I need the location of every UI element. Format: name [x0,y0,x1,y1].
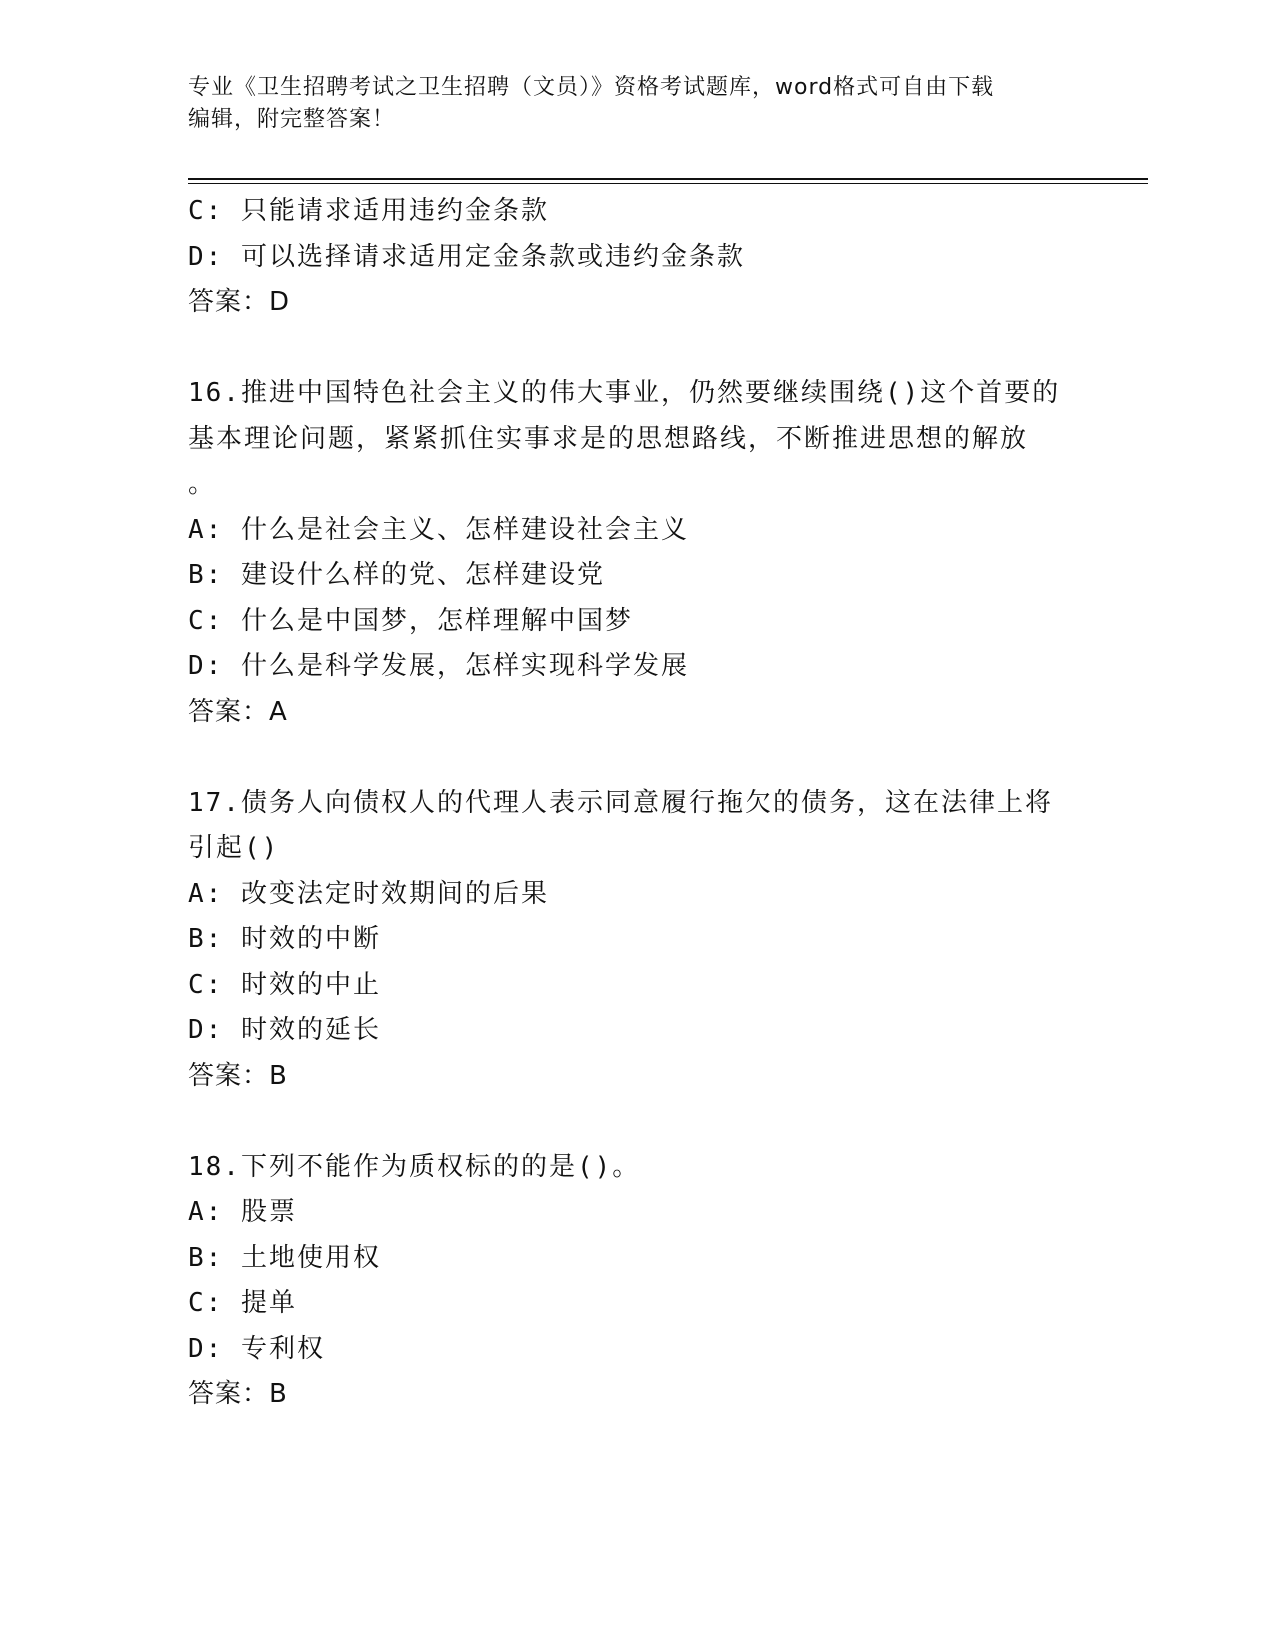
document-header [188,72,1068,136]
question-stem-line: 引起() [188,833,280,863]
option-d: D: 可以选择请求适用定金条款或违约金条款 [188,241,745,272]
question-stem-line: 17.债务人向债权人的代理人表示同意履行拖欠的债务，这在法律上将 [188,787,1053,818]
header-line-1: 专业《卫生招聘考试之卫生招聘（文员）》资格考试题库，word格式可自由下载 [188,75,995,100]
question-stem-line: 16.推进中国特色社会主义的伟大事业，仍然要继续围绕()这个首要的 [188,378,1061,408]
question-stem-line: 。 [188,469,217,499]
option-a: A: 什么是社会主义、怎样建设社会主义 [188,514,689,545]
question-18 [188,1145,1088,1418]
answer-line: 答案：B [188,1379,288,1409]
option-d: D: 什么是科学发展，怎样实现科学发展 [188,651,689,681]
spacer [188,326,1088,372]
header-line-2: 编辑，附完整答案！ [188,107,396,132]
answer-line: 答案：D [188,287,291,317]
option-c: C: 只能请求适用违约金条款 [188,196,549,226]
question-15-tail [188,189,1088,326]
option-d: D: 时效的延长 [188,1015,381,1045]
spacer [188,735,1088,781]
question-17 [188,781,1088,1100]
option-b: B: 土地使用权 [188,1242,381,1273]
question-16 [188,371,1088,735]
option-b: B: 建设什么样的党、怎样建设党 [188,560,605,590]
option-b: B: 时效的中断 [188,924,381,954]
header-rule-thin [188,183,1148,184]
question-stem-line: 基本理论问题，紧紧抓住实事求是的思想路线，不断推进思想的解放 [188,423,1029,454]
option-d: D: 专利权 [188,1333,325,1364]
option-c: C: 什么是中国梦，怎样理解中国梦 [188,605,633,636]
spacer [188,1099,1088,1145]
answer-line: 答案：A [188,696,288,727]
option-c: C: 提单 [188,1288,297,1318]
question-list [188,189,1088,1418]
option-c: C: 时效的中止 [188,969,381,1000]
option-a: A: 改变法定时效期间的后果 [188,878,549,909]
option-a: A: 股票 [188,1197,297,1227]
answer-line: 答案：B [188,1060,288,1091]
question-stem-line: 18.下列不能作为质权标的的是()。 [188,1151,641,1182]
header-rule-thick [188,178,1148,180]
